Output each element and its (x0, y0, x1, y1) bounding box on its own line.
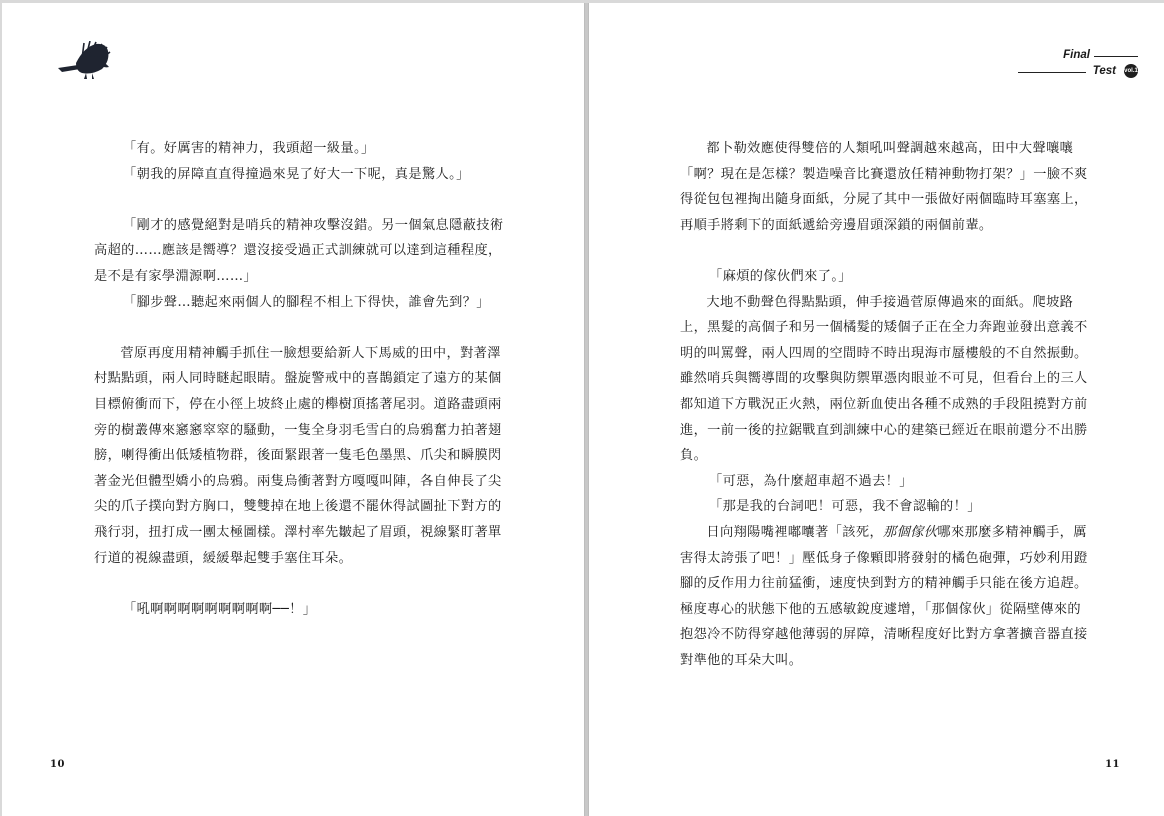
text-line: 「那是我的台詞吧！可惡，我不會認輸的！」 (709, 499, 981, 515)
text-line: 害得太誇張了吧！」壓低身子像顆即將發射的橘色砲彈，巧妙利用蹬 (680, 550, 1088, 566)
text-line: 飛行羽，扭打成一團太極圖樣。澤村率先皺起了眉頭，視線緊盯著單 (94, 524, 502, 540)
text-line: 都知道下方戰況正火熱，兩位新血使出各種不成熟的手段阻撓對方前 (680, 396, 1088, 412)
running-head (1018, 47, 1138, 83)
left-body-text (94, 136, 514, 622)
right-page (588, 3, 1164, 816)
text-line: 雖然哨兵與嚮導間的攻擊與防禦單憑肉眼並不可見，但看台上的三人 (680, 371, 1088, 387)
text-line: 腳的反作用力往前猛衝，速度快到對方的精神觸手只能在後方追趕。 (680, 576, 1088, 592)
text-line: 旁的樹叢傳來窸窸窣窣的騷動，一隻全身羽毛雪白的烏鴉奮力拍著翅 (94, 422, 502, 438)
text-line: 村點點頭，兩人同時瞇起眼睛。盤旋警戒中的喜鵲鎖定了遠方的某個 (94, 371, 502, 387)
left-page (2, 3, 585, 816)
text-span: 日向翔陽嘴裡嘟囔著「該死， (706, 524, 884, 540)
running-head-rule (1094, 56, 1138, 57)
page-number: 10 (50, 759, 65, 770)
text-line: 是不是有家學淵源啊……」 (94, 268, 258, 284)
text-line: 負。 (680, 448, 708, 464)
text-line: 上，黑髮的高個子和另一個橘髮的矮個子正在全力奔跑並發出意義不 (680, 320, 1088, 336)
text-line (680, 520, 1100, 546)
text-line: 大地不動聲色得點點頭，伸手接過菅原傳過來的面紙。爬坡路 (706, 294, 1074, 310)
running-head-final: Final (1063, 49, 1090, 61)
text-line: 尖的爪子撲向對方胸口，雙雙掉在地上後還不罷休得試圖扯下對方的 (94, 499, 502, 515)
text-line: 目標俯衝而下，停在小徑上坡終止處的櫸樹頂搖著尾羽。道路盡頭兩 (94, 396, 502, 412)
text-line: 膀，喇得衝出低矮植物群，後面緊跟著一隻毛色墨黑、爪尖和瞬膜閃 (94, 448, 502, 464)
text-line: 菅原再度用精神觸手抓住一臉想要給新人下馬威的田中，對著澤 (120, 345, 501, 361)
text-line: 「朝我的屏障直直得撞過來晃了好大一下呢，真是驚人。」 (123, 166, 470, 182)
text-line: 「腳步聲…聽起來兩個人的腳程不相上下得快，誰會先到？」 (123, 294, 490, 310)
text-line: 極度專心的狀態下他的五感敏銳度遽增，「那個傢伙」從隔壁傳來的 (680, 601, 1082, 617)
text-line: 明的叫罵聲，兩人四周的空間時不時出現海市蜃樓般的不自然振動。 (680, 345, 1088, 361)
text-line: 「麻煩的傢伙們來了。」 (709, 268, 852, 284)
text-line: 「剛才的感覺絕對是哨兵的精神攻擊沒錯。另一個氣息隱蔽技術 (123, 217, 504, 233)
italic-text: 那個傢伙 (883, 524, 938, 540)
text-line: 「吼啊啊啊啊啊啊啊啊啊──！」 (123, 601, 317, 617)
running-head-test: Test (1092, 65, 1116, 77)
volume-badge: vol.1 (1124, 64, 1138, 78)
text-line: 再順手將剩下的面紙遞給旁邊眉頭深鎖的兩個前輩。 (680, 217, 993, 233)
text-line: 「有。好厲害的精神力，我頭超一級量。」 (123, 141, 375, 156)
page-number: 11 (1105, 759, 1120, 770)
text-line: 行道的視線盡頭，緩緩舉起雙手塞住耳朵。 (94, 550, 353, 566)
text-line: 抱怨冷不防得穿越他薄弱的屏障，清晰程度好比對方拿著擴音器直接 (680, 627, 1088, 643)
text-line: 得從包包裡掏出隨身面紙，分屍了其中一張做好兩個臨時耳塞塞上， (680, 192, 1088, 208)
right-body-text (680, 136, 1100, 673)
text-span: 哪來那麼多精神觸手，厲 (937, 524, 1087, 540)
text-line: 「啊？現在是怎樣？製造噪音比賽還放任精神動物打架？」一臉不爽 (680, 166, 1088, 182)
text-line: 對準他的耳朵大叫。 (680, 652, 803, 668)
text-line: 「可惡，為什麼超車超不過去！」 (709, 473, 913, 489)
magpie-bird-icon (56, 41, 112, 81)
text-line: 都卜勒效應使得雙倍的人類吼叫聲調越來越高，田中大聲嚷嚷 (706, 141, 1074, 156)
text-line: 高超的……應該是嚮導？還沒接受過正式訓練就可以達到這種程度， (94, 243, 502, 259)
running-head-rule (1018, 72, 1086, 73)
text-line: 著金光但體型嬌小的烏鴉。兩隻烏衝著對方嘎嘎叫陣，各自伸長了尖 (94, 473, 502, 489)
text-line: 進，一前一後的拉鋸戰直到訓練中心的建築已經近在眼前還分不出勝 (680, 422, 1088, 438)
